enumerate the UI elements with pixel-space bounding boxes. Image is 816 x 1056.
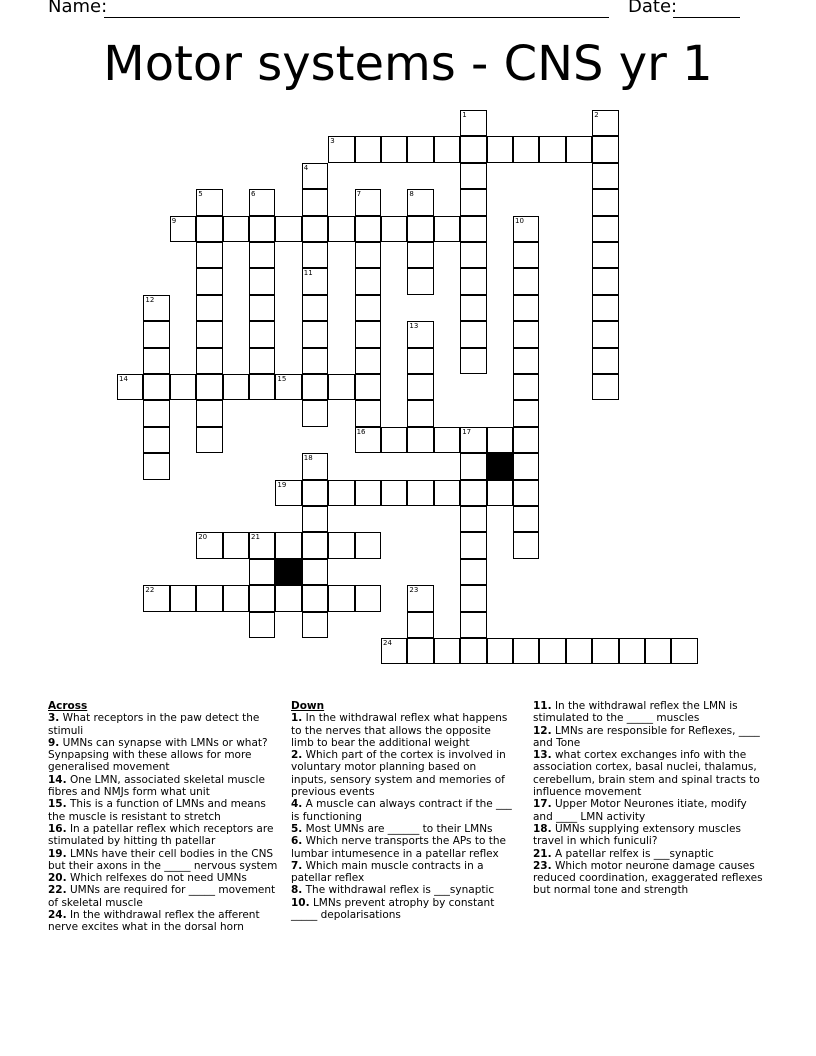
- clue-number: 6.: [291, 835, 303, 848]
- grid-cell[interactable]: [460, 427, 486, 453]
- date-field[interactable]: [673, 17, 740, 18]
- clue-text: LMNs have their cell bodies in the CNS but their axons in the _____ nervous system: [48, 847, 278, 872]
- grid-cell[interactable]: [407, 189, 433, 215]
- grid-cell[interactable]: [460, 242, 486, 268]
- clue-number: 21: [251, 533, 260, 542]
- date-label: Date:: [628, 0, 678, 17]
- clue-number: 9: [171, 216, 177, 225]
- clue-item: [291, 835, 515, 860]
- grid-cell[interactable]: [196, 268, 222, 294]
- clue-number: 10.: [291, 896, 310, 909]
- grid-cell[interactable]: [434, 136, 460, 162]
- name-label: Name:: [48, 0, 108, 17]
- grid-cell[interactable]: [460, 453, 486, 479]
- down-clues: [291, 700, 515, 921]
- clue-text: The withdrawal reflex is ___synaptic: [302, 884, 495, 897]
- clue-item: [48, 872, 278, 884]
- grid-cell[interactable]: [513, 242, 539, 268]
- grid-cell[interactable]: [196, 321, 222, 347]
- clue-text: In the withdrawal reflex the afferent nerve excites what in the dorsal horn: [48, 909, 260, 934]
- grid-cell[interactable]: [355, 585, 381, 611]
- grid-cell[interactable]: [592, 321, 618, 347]
- grid-cell[interactable]: [249, 559, 275, 585]
- grid-cell[interactable]: [355, 268, 381, 294]
- grid-cell[interactable]: [328, 136, 354, 162]
- grid-cell[interactable]: [513, 453, 539, 479]
- clue-text: In the withdrawal reflex the LMN is stimulated to the _____ muscles: [533, 700, 738, 725]
- grid-cell[interactable]: [275, 480, 301, 506]
- grid-cell[interactable]: [328, 216, 354, 242]
- grid-cell[interactable]: [513, 506, 539, 532]
- grid-cell[interactable]: [196, 348, 222, 374]
- grid-cell[interactable]: [249, 585, 275, 611]
- grid-cell[interactable]: [196, 532, 222, 558]
- clue-number: 15: [277, 375, 287, 383]
- clue-text: UMNs are required for _____ movement of skeletal muscle: [48, 884, 276, 909]
- grid-cell[interactable]: [223, 532, 249, 558]
- grid-cell[interactable]: [513, 295, 539, 321]
- clue-text: Which nerve transports the APs to the lumbar intumesence in a patellar reflex: [291, 835, 506, 860]
- clue-item: [533, 725, 765, 750]
- clue-number: 17.: [533, 798, 552, 811]
- clue-number: 23.: [533, 859, 552, 872]
- grid-cell[interactable]: [196, 295, 222, 321]
- grid-cell[interactable]: [381, 427, 407, 453]
- grid-block: [487, 453, 513, 479]
- grid-cell[interactable]: [460, 480, 486, 506]
- grid-cell[interactable]: [302, 612, 328, 638]
- clue-item: [291, 897, 515, 922]
- grid-cell[interactable]: [592, 110, 618, 136]
- grid-cell[interactable]: [196, 374, 222, 400]
- grid-cell[interactable]: [302, 163, 328, 189]
- grid-cell[interactable]: [355, 480, 381, 506]
- grid-cell[interactable]: [407, 612, 433, 638]
- clue-number: 3: [330, 137, 335, 146]
- grid-cell[interactable]: [143, 295, 169, 321]
- clue-number: 12: [145, 295, 155, 304]
- grid-cell[interactable]: [407, 321, 433, 347]
- clue-number: 16.: [48, 822, 67, 835]
- clue-text: LMNs prevent atrophy by constant _____ depolarisations: [291, 896, 495, 922]
- grid-cell[interactable]: [513, 136, 539, 162]
- grid-cell[interactable]: [170, 374, 196, 400]
- grid-cell[interactable]: [170, 585, 196, 611]
- grid-cell[interactable]: [249, 268, 275, 294]
- grid-cell[interactable]: [619, 638, 645, 664]
- grid-cell[interactable]: [249, 295, 275, 321]
- grid-cell[interactable]: [671, 638, 697, 664]
- grid-cell[interactable]: [407, 242, 433, 268]
- clue-number: 6: [251, 190, 256, 199]
- clue-item: [48, 712, 278, 737]
- grid-cell[interactable]: [196, 216, 222, 242]
- clue-number: 14.: [48, 773, 67, 786]
- grid-cell[interactable]: [143, 400, 169, 426]
- clue-number: 24: [383, 639, 392, 647]
- grid-cell[interactable]: [460, 321, 486, 347]
- clue-number: 20: [198, 533, 208, 542]
- grid-cell[interactable]: [460, 585, 486, 611]
- clue-number: 2: [594, 111, 599, 119]
- grid-cell[interactable]: [407, 268, 433, 294]
- down-cont-list: [533, 700, 765, 897]
- grid-cell[interactable]: [407, 374, 433, 400]
- grid-cell[interactable]: [513, 348, 539, 374]
- grid-cell[interactable]: [592, 163, 618, 189]
- grid-cell[interactable]: [460, 268, 486, 294]
- clue-number: 7: [356, 190, 362, 199]
- clue-number: 10: [515, 216, 524, 225]
- clue-number: 15.: [48, 798, 67, 811]
- grid-cell[interactable]: [249, 321, 275, 347]
- clue-item: [48, 848, 278, 873]
- clue-item: [48, 774, 278, 799]
- grid-cell[interactable]: [592, 136, 618, 162]
- grid-cell[interactable]: [513, 216, 539, 242]
- clue-number: 13.: [533, 749, 552, 762]
- grid-cell[interactable]: [196, 585, 222, 611]
- grid-cell[interactable]: [355, 427, 381, 453]
- clue-number: 12.: [533, 724, 552, 737]
- grid-cell[interactable]: [302, 400, 328, 426]
- clue-item: [291, 823, 515, 835]
- grid-cell[interactable]: [355, 400, 381, 426]
- grid-cell[interactable]: [302, 321, 328, 347]
- grid-cell[interactable]: [592, 189, 618, 215]
- grid-cell[interactable]: [328, 480, 354, 506]
- grid-cell[interactable]: [355, 136, 381, 162]
- grid-block: [275, 559, 301, 585]
- grid-cell[interactable]: [143, 374, 169, 400]
- grid-cell[interactable]: [592, 295, 618, 321]
- clue-text: Which part of the cortex is involved in voluntary motor planning based on inputs, sensory system and memories of previous events: [291, 749, 506, 799]
- grid-cell[interactable]: [460, 136, 486, 162]
- page-title: Motor systems - CNS yr 1: [103, 36, 713, 92]
- clue-number: 18.: [533, 822, 552, 835]
- grid-cell[interactable]: [223, 585, 249, 611]
- grid-cell[interactable]: [539, 136, 565, 162]
- grid-cell[interactable]: [302, 374, 328, 400]
- grid-cell[interactable]: [460, 348, 486, 374]
- grid-cell[interactable]: [381, 638, 407, 664]
- grid-cell[interactable]: [592, 268, 618, 294]
- clue-number: 1.: [291, 712, 303, 725]
- grid-cell[interactable]: [275, 216, 301, 242]
- clue-number: 11.: [533, 700, 552, 712]
- clue-number: 14: [119, 375, 128, 383]
- grid-cell[interactable]: [513, 268, 539, 294]
- grid-cell[interactable]: [302, 532, 328, 558]
- grid-cell[interactable]: [460, 612, 486, 638]
- clue-number: 22: [145, 586, 155, 595]
- grid-cell[interactable]: [513, 374, 539, 400]
- grid-cell[interactable]: [513, 532, 539, 558]
- grid-cell[interactable]: [513, 321, 539, 347]
- grid-cell[interactable]: [407, 638, 433, 664]
- clue-item: [533, 700, 765, 725]
- grid-cell[interactable]: [460, 559, 486, 585]
- clue-number: 2.: [291, 749, 303, 762]
- grid-cell[interactable]: [381, 136, 407, 162]
- clue-number: 19: [277, 480, 287, 489]
- grid-cell[interactable]: [143, 321, 169, 347]
- grid-cell[interactable]: [407, 216, 433, 242]
- clue-number: 13: [409, 322, 419, 331]
- clue-number: 20.: [48, 872, 67, 885]
- clue-item: [533, 749, 765, 798]
- grid-cell[interactable]: [407, 348, 433, 374]
- grid-cell[interactable]: [302, 189, 328, 215]
- clue-number: 11: [303, 269, 313, 278]
- clue-text: In the withdrawal reflex what happens to the nerves that allows the opposite limb to bear the additional weight: [291, 712, 508, 749]
- clue-text: Which main muscle contracts in a patellar reflex: [291, 859, 484, 885]
- grid-cell[interactable]: [460, 638, 486, 664]
- grid-cell[interactable]: [487, 480, 513, 506]
- grid-cell[interactable]: [355, 321, 381, 347]
- grid-cell[interactable]: [460, 110, 486, 136]
- grid-cell[interactable]: [355, 216, 381, 242]
- clue-item: [48, 798, 278, 823]
- grid-cell[interactable]: [328, 374, 354, 400]
- grid-cell[interactable]: [355, 532, 381, 558]
- clue-number: 5.: [291, 822, 303, 835]
- grid-cell[interactable]: [355, 242, 381, 268]
- down-list: [291, 712, 515, 921]
- grid-cell[interactable]: [460, 216, 486, 242]
- down-clues-continued: [533, 700, 765, 897]
- clue-text: what cortex exchanges info with the association cortex, basal nuclei, thalamus, cerebellum, brain stem and spinal tracts to influence movement: [533, 749, 760, 799]
- grid-cell[interactable]: [302, 268, 328, 294]
- clue-item: [291, 749, 515, 798]
- grid-cell[interactable]: [196, 400, 222, 426]
- grid-cell[interactable]: [645, 638, 671, 664]
- grid-cell[interactable]: [223, 374, 249, 400]
- clue-number: 23: [409, 586, 419, 595]
- clue-text: Which relfexes do not need UMNs: [66, 872, 247, 885]
- grid-cell[interactable]: [302, 242, 328, 268]
- clue-item: [533, 860, 765, 897]
- grid-cell[interactable]: [143, 348, 169, 374]
- grid-cell[interactable]: [566, 638, 592, 664]
- clue-text: Which motor neurone damage causes reduced coordination, exaggerated reflexes but normal tone and strength: [533, 859, 763, 897]
- grid-cell[interactable]: [487, 136, 513, 162]
- grid-cell[interactable]: [513, 638, 539, 664]
- grid-cell[interactable]: [539, 638, 565, 664]
- grid-cell[interactable]: [381, 480, 407, 506]
- clue-text: A muscle can always contract if the ___ is functioning: [291, 798, 512, 823]
- grid-cell[interactable]: [460, 189, 486, 215]
- grid-cell[interactable]: [513, 400, 539, 426]
- grid-cell[interactable]: [249, 242, 275, 268]
- clue-number: 9.: [48, 736, 60, 749]
- grid-cell[interactable]: [592, 216, 618, 242]
- grid-cell[interactable]: [302, 453, 328, 479]
- clue-item: [291, 798, 515, 823]
- grid-cell[interactable]: [355, 348, 381, 374]
- clue-item: [533, 823, 765, 848]
- grid-cell[interactable]: [355, 295, 381, 321]
- grid-cell[interactable]: [592, 374, 618, 400]
- grid-cell[interactable]: [460, 295, 486, 321]
- clue-number: 17: [462, 427, 472, 436]
- grid-cell[interactable]: [275, 532, 301, 558]
- clue-number: 5: [198, 190, 203, 199]
- down-heading: Down: [291, 700, 325, 712]
- clue-text: One LMN, associated skeletal muscle fibres and NMJs form what unit: [48, 773, 265, 799]
- grid-cell[interactable]: [328, 585, 354, 611]
- grid-cell[interactable]: [355, 189, 381, 215]
- clue-item: [48, 823, 278, 848]
- grid-cell[interactable]: [302, 216, 328, 242]
- grid-cell[interactable]: [196, 242, 222, 268]
- grid-cell[interactable]: [434, 480, 460, 506]
- clue-number: 7.: [291, 859, 303, 872]
- clue-text: This is a function of LMNs and means the muscle is resistant to stretch: [48, 798, 266, 823]
- clue-number: 16: [356, 427, 366, 436]
- grid-cell[interactable]: [249, 189, 275, 215]
- grid-cell[interactable]: [328, 532, 354, 558]
- grid-cell[interactable]: [381, 216, 407, 242]
- grid-cell[interactable]: [460, 532, 486, 558]
- grid-cell[interactable]: [302, 559, 328, 585]
- grid-cell[interactable]: [407, 585, 433, 611]
- clue-item: [48, 884, 278, 909]
- grid-cell[interactable]: [407, 136, 433, 162]
- name-field[interactable]: [104, 17, 609, 18]
- clue-text: UMNs supplying extensory muscles travel in which funiculi?: [533, 822, 741, 848]
- clue-text: A patellar relfex is ___synaptic: [551, 847, 714, 860]
- grid-cell[interactable]: [249, 532, 275, 558]
- clue-item: [533, 798, 765, 823]
- grid-cell[interactable]: [223, 216, 249, 242]
- grid-cell[interactable]: [460, 506, 486, 532]
- clue-number: 4: [303, 163, 309, 172]
- grid-cell[interactable]: [592, 242, 618, 268]
- clue-number: 3.: [48, 712, 60, 725]
- clue-text: Upper Motor Neurones itiate, modify and ____ LMN activity: [533, 798, 747, 823]
- grid-cell[interactable]: [196, 427, 222, 453]
- clue-item: [291, 884, 515, 896]
- grid-cell[interactable]: [434, 216, 460, 242]
- clue-number: 22.: [48, 884, 67, 897]
- grid-cell[interactable]: [275, 585, 301, 611]
- clue-number: 21.: [533, 847, 552, 860]
- grid-cell[interactable]: [434, 427, 460, 453]
- grid-cell[interactable]: [592, 638, 618, 664]
- clue-number: 24.: [48, 909, 67, 922]
- clue-item: [291, 860, 515, 885]
- grid-cell[interactable]: [487, 638, 513, 664]
- grid-cell[interactable]: [302, 348, 328, 374]
- grid-cell[interactable]: [513, 427, 539, 453]
- clue-number: 19.: [48, 847, 67, 860]
- across-clues: [48, 700, 278, 934]
- clue-item: [48, 909, 278, 934]
- grid-cell[interactable]: [355, 374, 381, 400]
- clue-number: 18: [303, 454, 313, 463]
- clue-item: [533, 848, 765, 860]
- grid-cell[interactable]: [407, 427, 433, 453]
- clue-text: Most UMNs are ______ to their LMNs: [302, 822, 493, 835]
- grid-cell[interactable]: [196, 189, 222, 215]
- grid-cell[interactable]: [117, 374, 143, 400]
- grid-cell[interactable]: [249, 216, 275, 242]
- grid-cell[interactable]: [487, 427, 513, 453]
- clue-item: [291, 712, 515, 749]
- clue-text: In a patellar reflex which receptors are stimulated by hitting th patellar: [48, 822, 274, 848]
- grid-cell[interactable]: [143, 427, 169, 453]
- grid-cell[interactable]: [302, 480, 328, 506]
- grid-cell[interactable]: [143, 585, 169, 611]
- grid-cell[interactable]: [249, 612, 275, 638]
- grid-cell[interactable]: [143, 453, 169, 479]
- clue-number: 1: [462, 111, 467, 119]
- grid-cell[interactable]: [513, 480, 539, 506]
- grid-cell[interactable]: [407, 480, 433, 506]
- across-heading: Across: [48, 700, 88, 712]
- clue-number: 8: [409, 190, 414, 199]
- clue-text: What receptors in the paw detect the stimuli: [48, 712, 260, 737]
- grid-cell[interactable]: [170, 216, 196, 242]
- grid-cell[interactable]: [249, 374, 275, 400]
- clue-number: 4.: [291, 798, 303, 811]
- clue-number: 8.: [291, 884, 303, 897]
- grid-cell[interactable]: [407, 400, 433, 426]
- grid-cell[interactable]: [592, 348, 618, 374]
- grid-cell[interactable]: [302, 295, 328, 321]
- grid-cell[interactable]: [434, 638, 460, 664]
- grid-cell[interactable]: [460, 163, 486, 189]
- grid-cell[interactable]: [566, 136, 592, 162]
- grid-cell[interactable]: [302, 585, 328, 611]
- clue-text: LMNs are responsible for Reflexes, ____ and Tone: [533, 724, 760, 749]
- grid-cell[interactable]: [302, 506, 328, 532]
- clue-item: [48, 737, 278, 774]
- grid-cell[interactable]: [249, 348, 275, 374]
- grid-cell[interactable]: [275, 374, 301, 400]
- across-list: [48, 712, 278, 933]
- clue-text: UMNs can synapse with LMNs or what? Synpapsing with these allows for more generalised movement: [48, 736, 268, 774]
